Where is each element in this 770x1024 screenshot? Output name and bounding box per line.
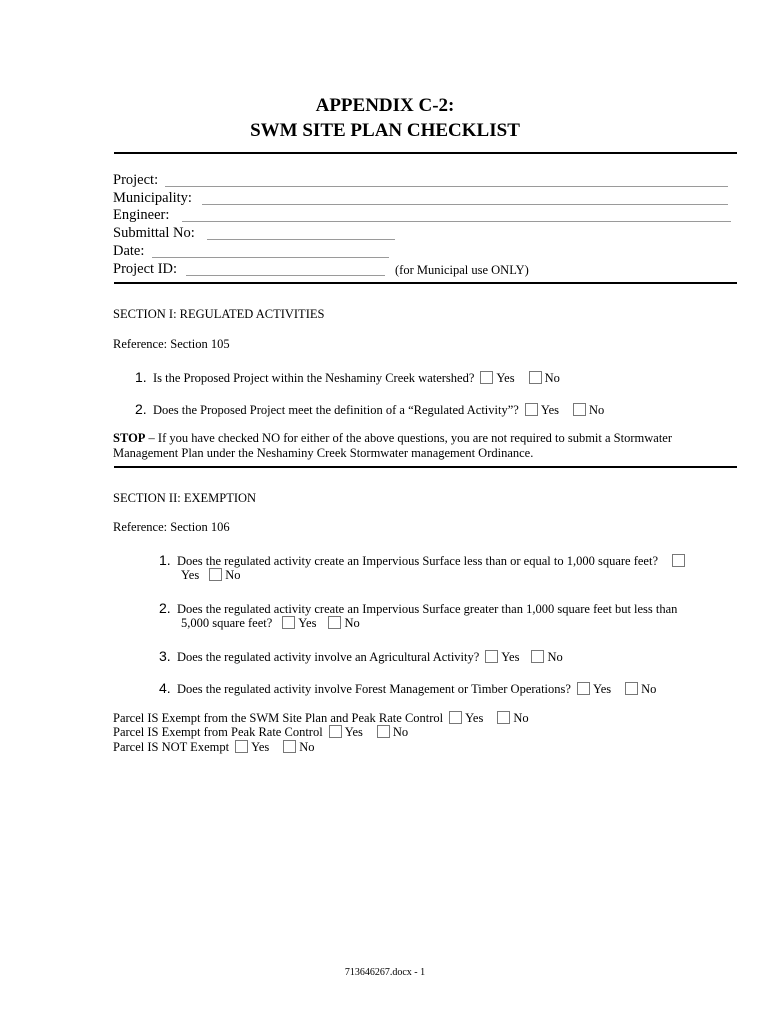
section1-question-2 [135, 401, 604, 418]
no-label: No [544, 371, 560, 385]
engineer-field [113, 207, 169, 224]
question-number: 2. [135, 401, 147, 417]
question-text: Does the regulated activity involve Forest Management or Timber Operations? [176, 682, 571, 696]
project-id-input-line[interactable] [186, 275, 385, 276]
question-number: 4. [159, 680, 171, 696]
question-text: Is the Proposed Project within the Neshaminy Creek watershed? [152, 371, 475, 385]
yes-checkbox[interactable] [525, 403, 538, 416]
stop-text: – If you have checked NO for either of the above questions, you are not required to submit a Stormwater Management Plan under the Neshaminy Creek Stormwater management Ordinance. [113, 431, 672, 460]
yes-label: Yes [540, 403, 560, 417]
yes-checkbox[interactable] [480, 371, 493, 384]
section1-heading: SECTION I: REGULATED ACTIVITIES [113, 307, 325, 321]
project-label: Project: [113, 172, 159, 188]
no-checkbox[interactable] [573, 403, 586, 416]
project-id-note: (for Municipal use ONLY) [395, 263, 529, 277]
yes-checkbox[interactable] [449, 711, 462, 724]
fields-divider [114, 282, 737, 284]
yes-label: Yes [465, 711, 484, 725]
yes-label: Yes [298, 616, 317, 630]
question-text: Does the regulated activity create an Impervious Surface greater than 1,000 square feet but less than [176, 602, 678, 616]
section1-question-1 [135, 369, 560, 386]
project-field [113, 172, 158, 189]
municipality-label: Municipality: [113, 190, 192, 206]
page-footer: 713646267.docx - 1 [344, 967, 426, 978]
submittal-label: Submittal No: [113, 225, 195, 241]
parcel-status-2 [113, 725, 408, 740]
no-label: No [513, 711, 529, 725]
yes-checkbox[interactable] [485, 650, 498, 663]
yes-checkbox[interactable] [672, 554, 685, 567]
no-checkbox[interactable] [497, 711, 510, 724]
submittal-input-line[interactable] [207, 239, 395, 240]
no-label: No [547, 650, 563, 664]
submittal-field [113, 225, 195, 242]
project-input-line[interactable] [165, 186, 728, 187]
no-label: No [344, 616, 360, 630]
no-label: No [225, 568, 241, 582]
no-checkbox[interactable] [625, 682, 638, 695]
no-label: No [589, 403, 605, 417]
question-text: Does the Proposed Project meet the definition of a “Regulated Activity”? [152, 403, 519, 417]
section2-question-2 [159, 600, 677, 617]
yes-label: Yes [501, 650, 520, 664]
engineer-input-line[interactable] [182, 221, 731, 222]
yes-label: Yes [251, 740, 270, 754]
section2-question-1 [159, 552, 688, 569]
engineer-label: Engineer: [113, 207, 170, 223]
no-checkbox[interactable] [209, 568, 222, 581]
no-label: No [641, 682, 657, 696]
section2-question-2-cont [181, 616, 360, 631]
section2-heading: SECTION II: EXEMPTION [113, 491, 257, 505]
yes-checkbox[interactable] [282, 616, 295, 629]
no-label: No [392, 725, 409, 739]
parcel-status-1 [113, 711, 529, 726]
page-subtitle: SWM SITE PLAN CHECKLIST [250, 120, 520, 141]
no-checkbox[interactable] [531, 650, 544, 663]
question-text: Does the regulated activity create an Impervious Surface less than or equal to 1,000 square feet? [176, 554, 658, 568]
yes-label: Yes [496, 371, 515, 385]
section1-reference: Reference: Section 105 [113, 337, 230, 351]
no-checkbox[interactable] [328, 616, 341, 629]
section2-question-4 [159, 680, 656, 697]
project-id-label: Project ID: [113, 261, 178, 277]
question-number: 1. [135, 369, 147, 385]
question-text-cont: 5,000 square feet? [181, 616, 273, 630]
yes-checkbox[interactable] [235, 740, 248, 753]
no-checkbox[interactable] [529, 371, 542, 384]
section2-question-3 [159, 648, 563, 665]
project-id-field [113, 261, 177, 278]
stop-label: STOP [113, 431, 146, 445]
question-number: 1. [159, 552, 171, 568]
yes-label: Yes [181, 568, 200, 582]
parcel-text: Parcel IS NOT Exempt [113, 740, 230, 754]
parcel-text: Parcel IS Exempt from Peak Rate Control [113, 725, 323, 739]
municipality-field [113, 190, 192, 207]
date-label: Date: [113, 243, 145, 259]
page-title: APPENDIX C-2: [315, 95, 455, 116]
section2-reference: Reference: Section 106 [113, 520, 230, 534]
no-checkbox[interactable] [283, 740, 296, 753]
municipality-input-line[interactable] [202, 204, 728, 205]
parcel-text: Parcel IS Exempt from the SWM Site Plan and Peak Rate Control [113, 711, 444, 725]
header-divider [114, 152, 737, 154]
date-field [113, 243, 144, 260]
section2-question-1-options [181, 568, 240, 583]
parcel-status-3 [113, 740, 315, 755]
yes-checkbox[interactable] [577, 682, 590, 695]
no-label: No [299, 740, 315, 754]
yes-label: Yes [344, 725, 363, 739]
question-text: Does the regulated activity involve an Agricultural Activity? [176, 650, 480, 664]
yes-label: Yes [592, 682, 612, 696]
question-number: 3. [159, 648, 171, 664]
stop-notice [113, 431, 703, 461]
question-number: 2. [159, 600, 171, 616]
yes-checkbox[interactable] [329, 725, 342, 738]
date-input-line[interactable] [152, 257, 389, 258]
no-checkbox[interactable] [377, 725, 390, 738]
section1-divider [114, 466, 737, 468]
